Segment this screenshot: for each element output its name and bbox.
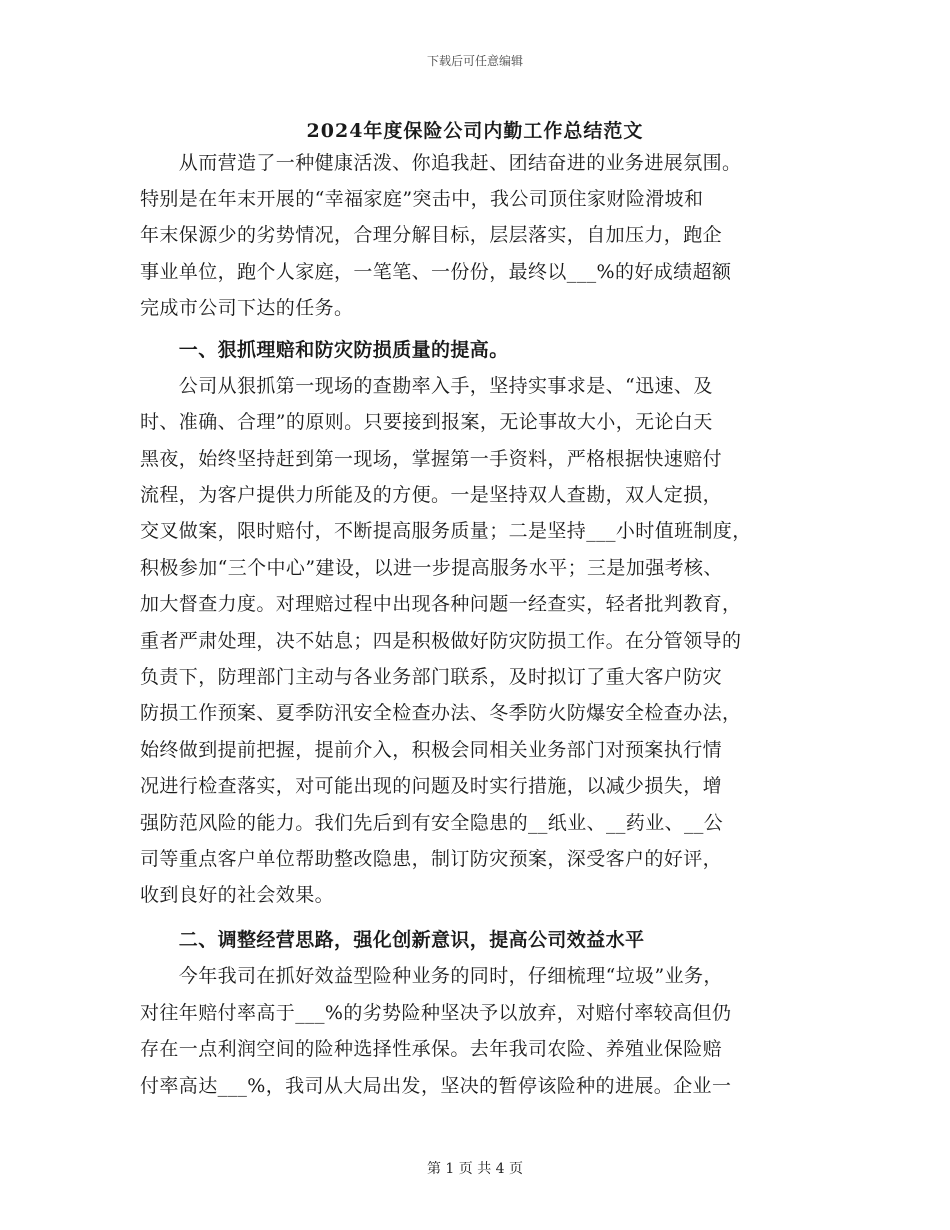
body-line: 防损工作预案、夏季防汛安全检查办法、冬季防火防爆安全检查办法， [140, 702, 742, 724]
body-line: 事业单位，跑个人家庭，一笔笔、一份份，最终以___%的好成绩超额 [140, 261, 732, 283]
document-title: 2024年度保险公司内勤工作总结范文 [306, 120, 644, 142]
body-line: 付率高达___%，我司从大局出发，坚决的暂停该险种的进展。企业一 [140, 1075, 732, 1097]
body-line: 流程，为客户提供力所能及的方便。一是坚持双人查勘，双人定损， [140, 484, 723, 506]
body-line: 积极参加“三个中心”建设，以进一步提高服务水平；三是加强考核、 [140, 557, 723, 579]
body-line: 今年我司在抓好效益型险种业务的同时，仔细梳理“垃圾”业务， [140, 965, 723, 987]
body-line: 强防范风险的能力。我们先后到有安全隐患的__纸业、__药业、__公 [140, 812, 724, 834]
body-line: 始终做到提前把握，提前介入，积极会同相关业务部门对预案执行情 [140, 739, 723, 761]
body-line: 收到良好的社会效果。 [140, 884, 335, 906]
body-line: 特别是在年末开展的“幸福家庭”突击中，我公司顶住家财险滑坡和 [140, 188, 704, 210]
body-line: 完成市公司下达的任务。 [140, 297, 354, 319]
page-footer: 第 1 页 共 4 页 [426, 1161, 524, 1177]
body-line: 时、准确、合理”的原则。只要接到报案，无论事故大小，无论白天 [140, 411, 713, 433]
body-line: 黑夜，始终坚持赶到第一现场，掌握第一手资料，严格根据快速赔付 [140, 448, 723, 470]
section-heading: 一、狠抓理赔和防灾防损质量的提高。 [140, 339, 509, 361]
body-line: 从而营造了一种健康活泼、你追我赶、团结奋进的业务进展氛围。 [140, 152, 742, 174]
body-line: 况进行检查落实，对可能出现的问题及时实行措施，以减少损失，增 [140, 775, 723, 797]
body-line: 交叉做案，限时赔付，不断提高服务质量；二是坚持___小时值班制度， [140, 520, 752, 542]
body-line: 司等重点客户单位帮助整改隐患，制订防灾预案，深受客户的好评， [140, 848, 723, 870]
body-line: 对往年赔付率高于___%的劣势险种坚决予以放弃，对赔付率较高但仍 [140, 1002, 732, 1024]
body-line: 加大督查力度。对理赔过程中出现各种问题一经查实，轻者批判教育， [140, 593, 742, 615]
section-heading: 二、调整经营思路，强化创新意识，提高公司效益水平 [140, 929, 645, 951]
body-line: 公司从狠抓第一现场的查勘率入手，坚持实事求是、“迅速、及 [140, 375, 713, 397]
body-line: 存在一点利润空间的险种选择性承保。去年我司农险、养殖业保险赔 [140, 1038, 723, 1060]
header-note: 下载后可任意编辑 [426, 54, 523, 68]
body-line: 年末保源少的劣势情况，合理分解目标，层层落实，自加压力，跑企 [140, 224, 723, 246]
body-line: 负责下，防理部门主动与各业务部门联系，及时拟订了重大客户防灾 [140, 666, 723, 688]
body-line: 重者严肃处理，决不姑息；四是积极做好防灾防损工作。在分管领导的 [140, 630, 742, 652]
